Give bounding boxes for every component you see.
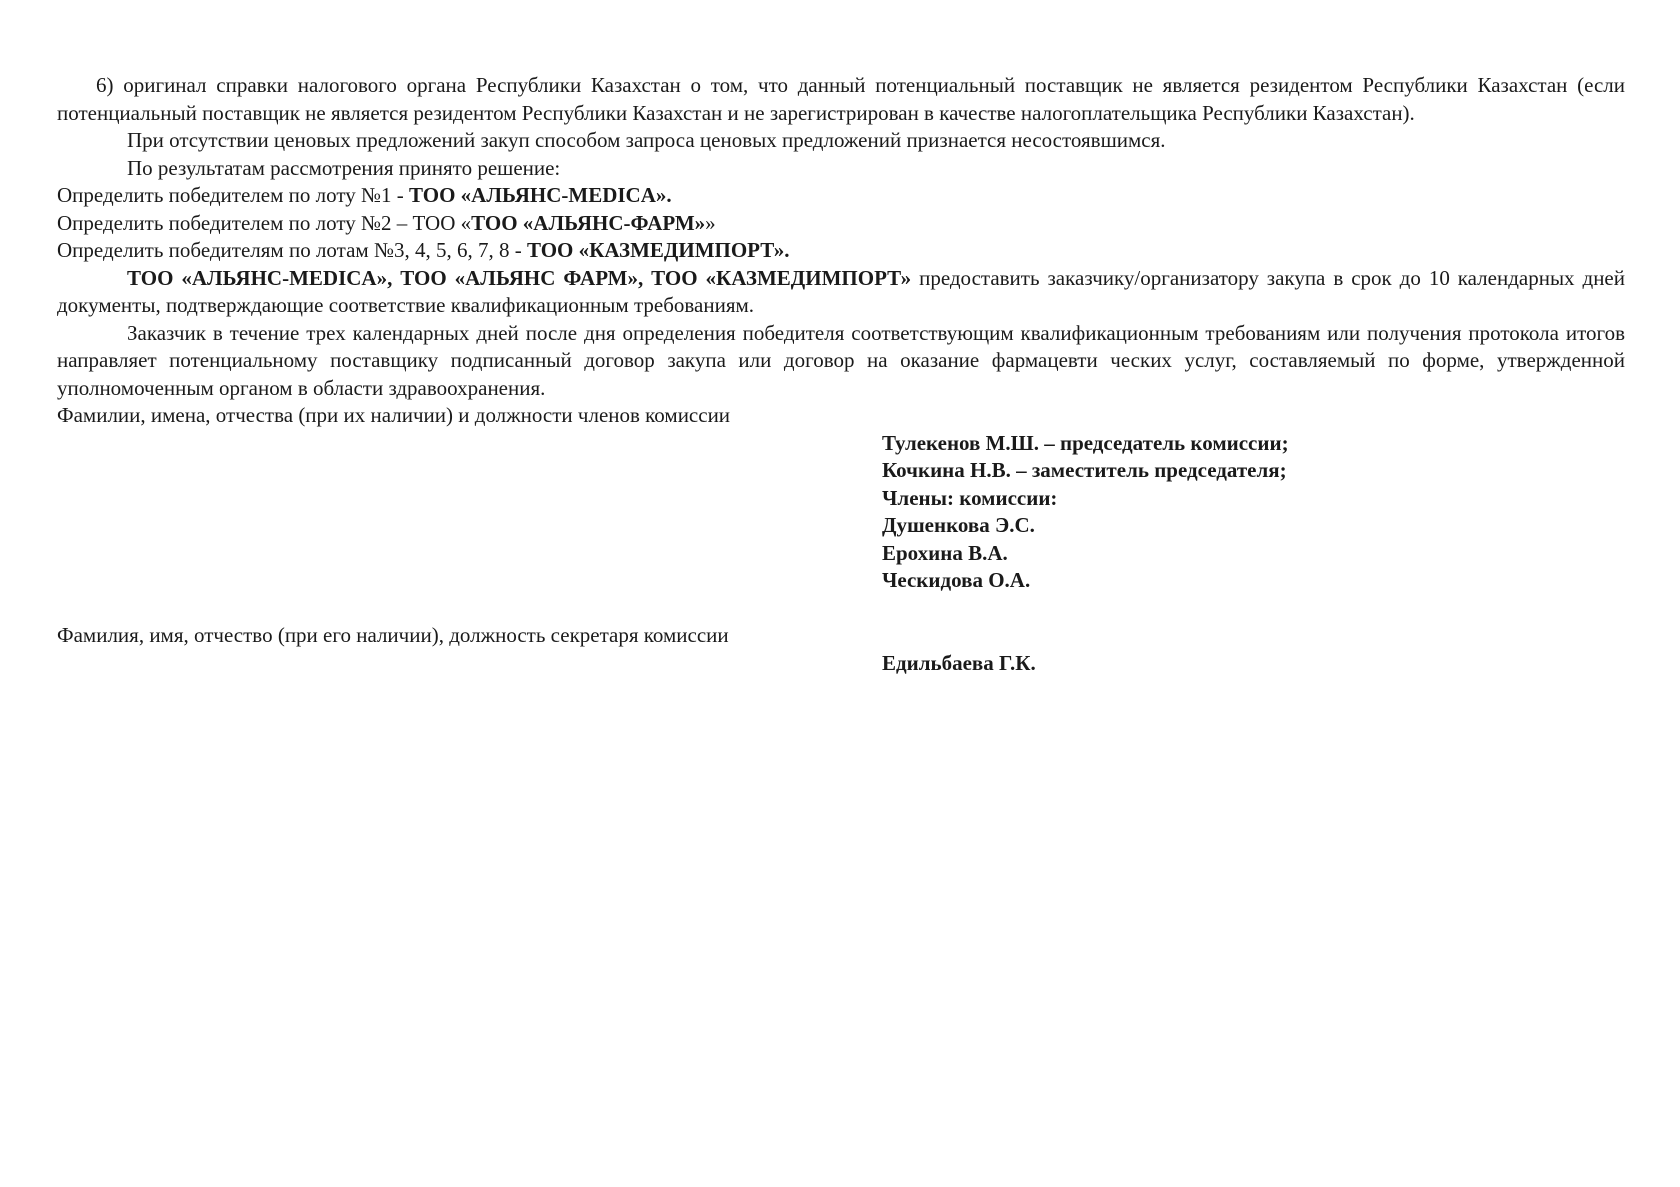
commission-member: Душенкова Э.С.	[882, 513, 1035, 537]
lot-2-decision	[57, 210, 1625, 238]
commission-heading: Фамилии, имена, отчества (при их наличии) и должности членов комиссии	[57, 403, 731, 427]
commission-member: Кочкина Н.В. – заместитель председателя;	[882, 458, 1287, 482]
lots-3-8-winner: ТОО «КАЗМЕДИМПОРТ».	[526, 238, 790, 262]
item-6-paragraph: 6) оригинал справки налогового органа Республики Казахстан о том, что данный потенциальный поставщик не является резидентом Республики Казахстан (если потенциальный поставщик не является резидентом Республики Казахстан и не зарегистрирован в качестве налогоплательщика Республики Казахстан).	[57, 73, 1625, 125]
spacer	[57, 595, 1625, 623]
lot-1-winner: ТОО «АЛЬЯНС-MEDICA».	[409, 183, 672, 207]
no-offers-paragraph: При отсутствии ценовых предложений закуп способом запроса ценовых предложений признается несостоявшимся.	[127, 128, 1166, 152]
documents-companies: ТОО «АЛЬЯНС-MEDICA», ТОО «АЛЬЯНС ФАРМ», ТОО «КАЗМЕДИМПОРТ»	[127, 265, 912, 290]
documents-text: предоставить заказчику/организатору закупа в срок до 10 календарных дней документы, подтверждающие соответствие квалификационным требованиям.	[57, 265, 1625, 317]
secretary-signer	[882, 650, 1625, 678]
commission-member: Тулекенов М.Ш. – председатель комиссии;	[882, 430, 1289, 455]
lot-2-prefix: Определить победителем по лоту №2 – ТОО «	[57, 210, 472, 235]
documents-paragraph	[57, 265, 1625, 320]
commission-member: Ерохина В.А.	[882, 540, 1008, 565]
document-page	[57, 72, 1625, 677]
lots-3-8-prefix: Определить победителям по лотам №3, 4, 5, 6, 7, 8 -	[57, 238, 527, 262]
commission-member: Ческидова О.А.	[882, 568, 1031, 592]
lots-3-8-decision	[57, 237, 1625, 265]
contract-paragraph: Заказчик в течение трех календарных дней после дня определения победителя соответствующим квалификационным требованиям или получения протокола итогов направляет потенциальному поставщику подписанный договор закупа или договор на оказание фармацевти ческих услуг, составляемый по форме, утвержденной уполномоченным органом в области здравоохранения.	[57, 320, 1625, 400]
secretary-name: Едильбаева Г.К.	[882, 650, 1036, 675]
commission-member: Члены: комиссии:	[882, 485, 1058, 510]
decision-intro: По результатам рассмотрения принято решение:	[127, 155, 561, 180]
lot-2-suffix: »	[705, 210, 716, 235]
secretary-heading: Фамилия, имя, отчество (при его наличии), должность секретаря комиссии	[57, 623, 729, 647]
lot-1-prefix: Определить победителем по лоту №1 -	[57, 183, 409, 207]
lot-1-decision	[57, 182, 1625, 210]
commission-members	[882, 430, 1625, 595]
lot-2-winner: ТОО «АЛЬЯНС-ФАРМ»	[471, 210, 706, 235]
